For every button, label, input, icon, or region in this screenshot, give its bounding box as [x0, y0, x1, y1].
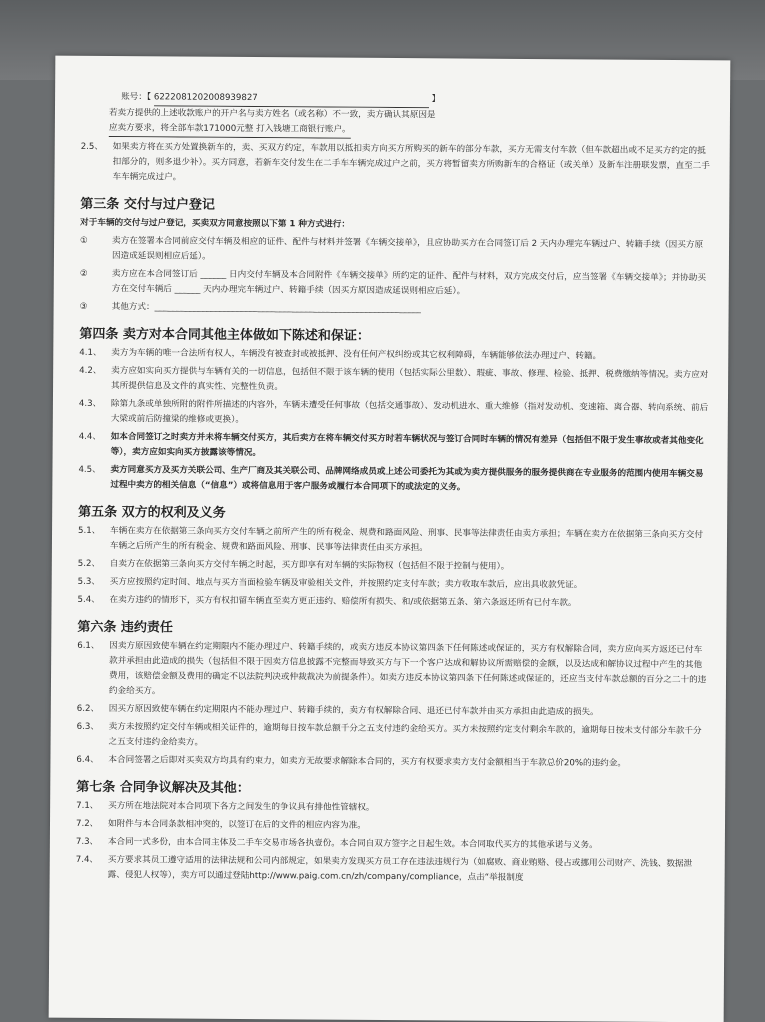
clause-item — [78, 593, 708, 612]
clause-item — [76, 853, 706, 887]
clause-number: ③ — [79, 301, 88, 312]
account-label: 账号：【 — [121, 92, 152, 103]
section-3-lead: 对于车辆的交付与过户登记，买卖双方同意按照以下第 1 种方式进行： — [80, 217, 351, 230]
clause-item — [78, 557, 708, 576]
clause-item — [79, 397, 709, 431]
clause-text: 自卖方在依据第三条向买方交付车辆之时起，买方即享有对车辆的实际物权（包括但不限于控制与使用）。 — [109, 559, 510, 572]
clause-item — [78, 463, 708, 497]
clause-text: 如果卖方将在买方处置换新车的，卖、买双方约定，车款用以抵扣卖方向买方所购买的新车的部分车款，买方无需支付车款（但车款超出或不足买方约定的抵扣部分的，则多退少补）。买方同意，若新车交付发生在二手车车辆完成过户之前，买方将暂留卖方所购新车的合格证（或关单）及新车注册联发票，直至二手车车辆完成过户。 — [112, 142, 710, 183]
clause-number: 5.1、 — [78, 525, 101, 536]
clause-2-5 — [80, 140, 710, 189]
clause-number: 6.4、 — [76, 754, 99, 765]
clause-item — [77, 720, 707, 754]
clause-text: 买方应按照约定时间、地点与买方当面检验车辆及审验相关文件，并按照约定支付车款；卖方收取车款后，应出具收款凭证。 — [109, 577, 583, 591]
clause-item — [78, 524, 708, 558]
clause-text: 卖方同意买方及买方关联公司、生产厂商及其关联公司、品牌网络成员或上述公司委托为其或为卖方提供服务的服务提供商在专业服务的范围内使用车辆交易过程中卖方的相关信息（“信息”）或将信息用于客户服务或履行本合同项下的或法定的义务。 — [110, 465, 704, 493]
clause-text: 如附件与本合同条款相冲突的，以签订在后的文件的相应内容为准。 — [107, 819, 366, 831]
clause-text: 买方要求其员工遵守适用的法律法规和公司内部规定，如果卖方发现买方员工存在违法违规行为（如腐败、商业贿赂、侵占或挪用公司财产、洗钱、数据泄露、侵犯人权等），卖方可以通过登陆http://www.paig.com.cn/zh/company/compliance，点击“举报制度 — [107, 855, 693, 883]
clause-number: 4.2、 — [79, 365, 102, 376]
clause-number: 4.4、 — [78, 431, 102, 442]
clause-item — [79, 430, 709, 464]
clause-number: 7.3、 — [75, 836, 99, 847]
clause-number: 6.1、 — [77, 640, 100, 651]
clause-text: 因卖方原因致使车辆在约定期限内不能办理过户、转籍手续的，或卖方违反本协议第四条下任何陈述或保证的，买方有权解除合同，卖方应向买方返还已付车款并承担由此造成的损失（包括但不限于因卖方信息披露不完整而导致买方与下一个客户达成和解协议所需赔偿的金额，以及达成和解协议过程中产生的其他费用，该赔偿金额及费用的确定不以法院判决或仲裁裁决为前提条件）。如卖方违反本协议第四条下任何陈述或保证的，还应当支付车款总额的百分之二十的违约金给买方。 — [108, 641, 707, 697]
clause-item — [80, 234, 710, 268]
clause-text: 卖方应在本合同签订后 ______ 日内交付车辆及本合同附件《车辆交接单》所约定的证件、配件与材料，双方完成交付后，应当签署《车辆交接单》；并协助买方在交付车辆后 ______ 天内办理完车辆过户、转籍手续（因买方原因造成延误则相应后延）。 — [111, 269, 707, 297]
section-3-title: 第三条 交付与过户登记 — [80, 196, 215, 213]
clause-text: 本合同签署之后即对买卖双方均具有约束力，如卖方无故要求解除本合同的，买方有权要求卖方支付金额相当于车款总价20%的违约金。 — [108, 755, 627, 769]
clause-text: 车辆在卖方在依据第三条向买方交付车辆之前所产生的所有税金、规费和路面风险、刑事、民事等法律责任由卖方承担；车辆在卖方在依据第三条向买方交付车辆之后所产生的所有税金、规费和路面风险、刑事、民事等法律责任由买方承担。 — [109, 526, 704, 554]
clause-number: 6.2、 — [76, 703, 100, 714]
clause-number: 7.1、 — [76, 800, 99, 811]
clause-item — [78, 575, 708, 594]
clause-item — [79, 346, 709, 365]
section-6-title: 第六条 违约责任 — [77, 619, 173, 636]
clause-number: 4.3、 — [78, 398, 102, 409]
clause-number: 4.1、 — [79, 347, 102, 358]
clause-text: 除第九条或单独所附的附件所描述的内容外，车辆未遭受任何事故（包括交通事故）、发动机进水、重大维修（指对发动机、变速箱、离合器、转向系统、前后大梁或前后防撞梁的维修或更换）。 — [110, 399, 709, 425]
clause-number: ① — [80, 235, 88, 246]
clause-number: 7.2、 — [75, 818, 99, 829]
account-value: 6222081202008939827 — [154, 90, 429, 108]
clause-text: 卖方在签署本合同前应交付车辆及相应的证件、配件与材料并签署《车辆交接单》，且应协助买方在合同签订后 2 天内办理完车辆过户、转籍手续（因买方原因造成延误则相应后延）。 — [111, 236, 704, 262]
section-5-title: 第五条 双方的权利及义务 — [78, 504, 226, 521]
clause-item — [79, 364, 709, 398]
clause-number: 5.4、 — [77, 594, 100, 605]
clause-number: 2.5、 — [80, 141, 104, 152]
clause-item — [77, 702, 707, 721]
clause-text: 本合同一式多份，由本合同主体及二手车交易市场各执壹份。本合同自双方签字之日起生效。本合同取代买方的其他承诺与义务。 — [107, 837, 598, 851]
clause-item — [80, 300, 710, 319]
clause-item — [76, 799, 706, 818]
clause-number: 4.5、 — [78, 464, 101, 475]
account-close: 】 — [431, 94, 441, 105]
clause-text: 因买方原因致使车辆在约定期限内不能办理过户、转籍手续的，卖方有权解除合同、退还已付车款并由买方承担由此造成的损失。 — [108, 704, 599, 718]
section-4-title: 第四条 卖方对本合同其他主体做如下陈述和保证： — [79, 326, 370, 344]
intro-line-1: 若卖方提供的上述收款账户的开户名与卖方姓名（或名称）不一致，卖方确认其原因是 — [108, 108, 436, 121]
clause-text: 卖方为车辆的唯一合法所有权人，车辆没有被查封或被抵押、没有任何产权纠纷或其它权利障碍，车辆能够依法办理过户、转籍。 — [111, 348, 602, 362]
clause-item — [80, 267, 710, 301]
clause-number: ② — [79, 268, 88, 279]
clause-text: 其他方式：______________________________________________________________ — [111, 302, 422, 315]
clause-text: 买方所在地法院对本合同项下各方之间发生的争议具有排他性管辖权。 — [108, 801, 375, 813]
clause-number: 5.3、 — [77, 576, 100, 587]
clause-item — [76, 835, 706, 854]
intro-line-2: 应卖方要求，将全部车款171000元整 打入钱塘工商银行账户。 — [81, 121, 711, 141]
clause-item — [76, 753, 706, 772]
clause-text: 卖方未按照约定交付车辆或相关证件的，逾期每日按车款总额千分之五支付违约金给买方。买方未按照约定支付剩余车款的，逾期每日按未支付部分车款千分之五支付违约金给卖方。 — [108, 722, 702, 748]
clause-text: 如本合同签订之时卖方并未将车辆交付买方，其后卖方在将车辆交付买方时若车辆状况与签订合同时车辆的情况有差异（包括但不限于发生事故或者其他变化等），卖方应如实向买方披露该等情况。 — [110, 432, 704, 459]
section-7-title: 第七条 合同争议解决及其他： — [76, 779, 250, 797]
clause-number: 5.2、 — [77, 558, 101, 569]
clause-text: 在卖方违约的情形下，买方有权扣留车辆直至卖方更正违约、赔偿所有损失、和/或依据第五条、第六条返还所有已付车款。 — [109, 595, 577, 609]
clause-number: 6.3、 — [76, 721, 99, 732]
clause-text: 卖方应如实向买方提供与车辆有关的一切信息，包括但不限于该车辆的使用（包括实际公里数）、瑕疵、事故、修理、检验、抵押、税费缴纳等情况。卖方应对其所提供信息及文件的真实性、完整性负责。 — [111, 366, 709, 393]
document-body — [76, 90, 712, 887]
contract-page — [49, 56, 731, 1022]
clause-item — [76, 817, 706, 836]
clause-number: 7.4、 — [75, 854, 99, 865]
clause-item — [77, 639, 707, 703]
